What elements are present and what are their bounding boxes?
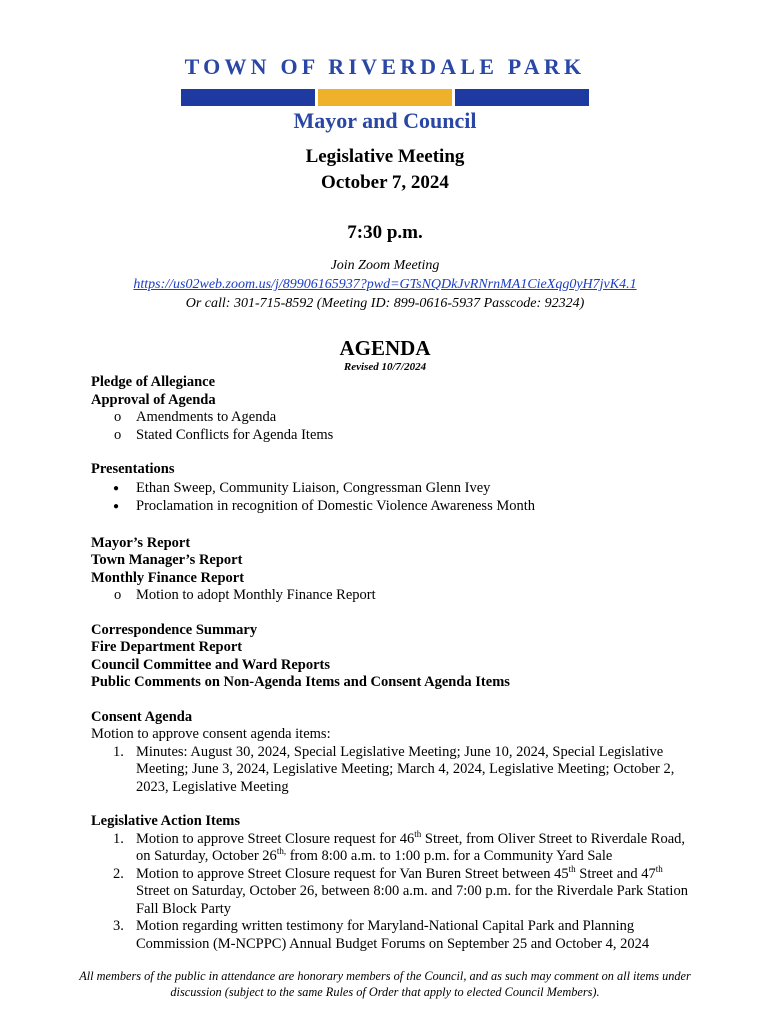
council-reports-heading: Council Committee and Ward Reports bbox=[91, 656, 330, 673]
body-title: Mayor and Council bbox=[293, 108, 477, 133]
list-item: ● Proclamation in recognition of Domestic Violence Awareness Month bbox=[113, 498, 536, 514]
list-item: 1. Minutes: August 30, 2024, Special Legislative Meeting; June 10, 2024, Special Legislative Meeting; June 3, 2024, Legislative Meeting; March 4, 2024, Legislative Meeting; October 2, 2023, Legislative Meeting bbox=[113, 743, 675, 795]
agenda-body bbox=[91, 374, 691, 953]
legislative-item-testimony: Motion regarding written testimony for Maryland-National Capital Park and Planning Commission (M-NCPPC) Annual Budget Forums on September 25 and October 4, 2024 bbox=[136, 918, 650, 952]
town-name: TOWN OF RIVERDALE PARK bbox=[184, 54, 586, 79]
list-item: 2. Motion to approve Street Closure request for Van Buren Street between 45th Street and 47th Street on Saturday, October 26, between 8:00 a.m. and 7:00 p.m. for the Riverdale Park Station Fall Block Party bbox=[113, 863, 688, 917]
list-item: o Stated Conflicts for Agenda Items bbox=[114, 426, 334, 443]
consent-heading: Consent Agenda bbox=[91, 708, 193, 725]
correspondence-heading: Correspondence Summary bbox=[91, 621, 258, 638]
meeting-time: 7:30 p.m. bbox=[347, 222, 423, 243]
header-color-bars bbox=[181, 89, 589, 106]
consent-item-minutes: Minutes: August 30, 2024, Special Legislative Meeting; June 10, 2024, Special Legislative Meeting; June 3, 2024, Legislative Meeting; March 4, 2024, Legislative Meeting; October 2, 2023, Legislative Meeting bbox=[136, 743, 675, 795]
consent-motion: Motion to approve consent agenda items: bbox=[91, 726, 331, 742]
presentations-heading: Presentations bbox=[91, 461, 175, 477]
fire-report-heading: Fire Department Report bbox=[91, 639, 243, 655]
town-manager-report-heading: Town Manager’s Report bbox=[91, 552, 243, 568]
list-item: o Amendments to Agenda bbox=[114, 409, 277, 425]
approval-heading: Approval of Agenda bbox=[91, 391, 216, 408]
approval-item-conflicts: Stated Conflicts for Agenda Items bbox=[136, 426, 334, 443]
agenda-title: AGENDA bbox=[339, 336, 431, 360]
approval-item-amendments: Amendments to Agenda bbox=[136, 409, 277, 425]
zoom-link[interactable]: https://us02web.zoom.us/j/89906165937?pwd=GTsNQDkJvRNrnMA1CieXqg0yH7jvK4.1 bbox=[133, 277, 637, 292]
legislative-heading: Legislative Action Items bbox=[91, 813, 241, 829]
blue-bar-right bbox=[455, 89, 589, 106]
zoom-label: Join Zoom Meeting bbox=[330, 258, 440, 273]
meeting-date: October 7, 2024 bbox=[321, 172, 449, 193]
presentation-item-proclamation: Proclamation in recognition of Domestic Violence Awareness Month bbox=[136, 498, 536, 514]
list-item: o Motion to adopt Monthly Finance Report bbox=[114, 587, 376, 603]
list-item: 3. Motion regarding written testimony for Maryland-National Capital Park and Planning Commission (M-NCPPC) Annual Budget Forums on September 25 and October 4, 2024 bbox=[113, 918, 650, 952]
finance-item-motion: Motion to adopt Monthly Finance Report bbox=[136, 587, 376, 603]
presentation-item-sweep: Ethan Sweep, Community Liaison, Congressman Glenn Ivey bbox=[136, 479, 491, 496]
mayors-report-heading: Mayor’s Report bbox=[91, 534, 191, 551]
blue-bar-left bbox=[181, 89, 315, 106]
revised-date: Revised 10/7/2024 bbox=[343, 361, 427, 373]
call-info: Or call: 301-715-8592 (Meeting ID: 899-0616-5937 Passcode: 92324) bbox=[185, 296, 585, 311]
footer-note: All members of the public in attendance are honorary members of the Council, and as such may comment on all items under discussion (subject to the same Rules of Order that apply to elected Council Members). bbox=[79, 969, 691, 999]
finance-report-heading: Monthly Finance Report bbox=[91, 569, 245, 586]
list-item: 1. Motion to approve Street Closure request for 46th Street, from Oliver Street to Riverdale Road, on Saturday, October $26^{th,}$ from 8:00 a.m. to 1:00 p.m. for a Community Yard Sale bbox=[113, 828, 686, 864]
list-item: ● Ethan Sweep, Community Liaison, Congressman Glenn Ivey bbox=[113, 479, 491, 496]
pledge-heading: Pledge of Allegiance bbox=[91, 374, 216, 390]
meeting-type: Legislative Meeting bbox=[305, 146, 465, 167]
public-comments-heading: Public Comments on Non-Agenda Items and Consent Agenda Items bbox=[91, 674, 510, 690]
gold-bar-center bbox=[318, 89, 452, 106]
